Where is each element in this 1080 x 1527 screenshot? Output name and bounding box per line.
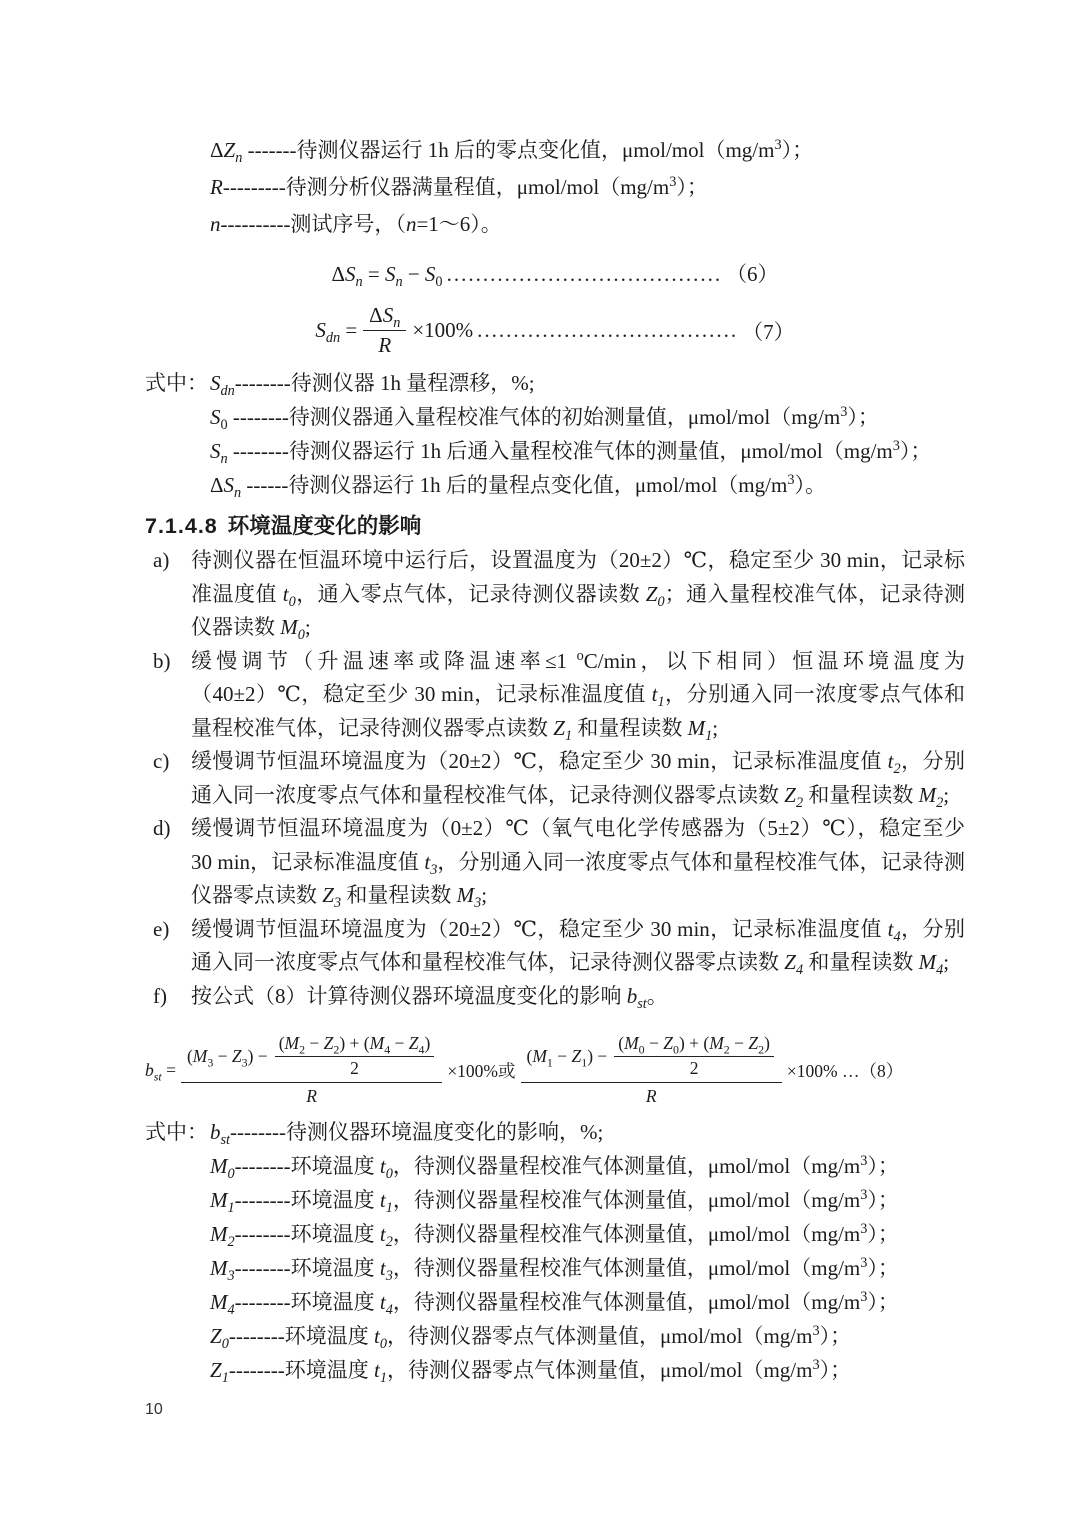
formula-7-lhs: $S_{dn}$ = <box>315 318 358 347</box>
formula-8-term1-numerator <box>181 1033 442 1082</box>
list-item-b-label: b) <box>153 648 171 673</box>
page-number: 10 <box>145 1401 163 1418</box>
list-item-b <box>145 645 965 746</box>
where-block-temperature <box>145 1115 965 1387</box>
list-item-d <box>145 812 965 913</box>
list-item-f-text: 按公式（8）计算待测仪器环境温度变化的影响 $b_{st}$。 <box>191 983 668 1012</box>
formula-8-term1-inner-num: $(M_2 - Z_2) + (M_4 - Z_4)$ <box>278 1033 431 1057</box>
list-item-c-label: c) <box>153 749 170 773</box>
list-item-a-label: a) <box>153 548 170 572</box>
formula-8-term1-num-left: $(M_3 - Z_3)$ − <box>186 1045 268 1069</box>
list-item-c <box>145 745 965 812</box>
definition-r: R---------待测分析仪器满量程值，μmol/$mol(mg/m^3)$； <box>210 174 708 199</box>
list-item-d-text: 缓慢调节恒温环境温度为（0±2）℃（氧气电化学传感器为（5±2）℃），稳定至少 30 min，记录标准温度值 $t_3$，分别通入同一浓度零点气体和量程校准气体，记录待测仪器零点读数 $Z_3$ 和量程读数 $M_3$; <box>191 816 965 912</box>
formula-7-number: （7） <box>742 319 795 344</box>
formula-8-term2-inner-den: 2 <box>614 1056 774 1079</box>
list-item-d-label: d) <box>153 816 171 840</box>
definition-sn: $S_n$ --------待测仪器运行 1h 后通入量程校准气体的测量值，μmol/$mol(mg/m^3)$； <box>210 438 932 468</box>
list-item-b-text: 缓慢调节（升温速率或降温速率≤1 $^o$C/min，以下相同）恒温环境温度为（40±2）℃，稳定至少 30 min，记录标准温度值 $t_1$，分别通入同一浓度零点气体和量程校准气体，记录待测仪器零点读数 $Z_1$ 和量程读数 $M_1$; <box>191 647 966 744</box>
formula-7-dot-leader: .................................... <box>477 318 739 342</box>
section-heading <box>145 510 965 542</box>
list-item-a-text: 待测仪器在恒温环境中运行后，设置温度为（20±2）℃，稳定至少 30 min，记录标准温度值 $t_0$，通入零点气体，记录待测仪器读数 $Z_0$；通入量程校准气体，记录待测仪器读数 $M_0$; <box>191 548 966 644</box>
formula-7-fraction <box>363 303 406 358</box>
formula-8-term1-denominator: R <box>181 1082 442 1107</box>
definition-n: n----------测试序号，（n=1～6）。 <box>210 212 502 236</box>
list-item-c-text: 缓慢调节恒温环境温度为（20±2）℃，稳定至少 30 min，记录标准温度值 $t_2$，分别通入同一浓度零点气体和量程校准气体，记录待测仪器零点读数 $Z_2$ 和量程读数 $M_2$; <box>191 749 966 811</box>
list-item-e <box>145 913 965 980</box>
list-item-f <box>145 980 965 1014</box>
formula-8-tail: ×100% …（8） <box>786 1060 904 1081</box>
formula-7 <box>145 303 965 358</box>
definition-delta-zn: $\Delta Z_n$ -------待测仪器运行 1h 后的零点变化值，μmol/$mol(mg/m^3)$； <box>210 137 814 167</box>
formula-8-lhs: $b_{st}$ = <box>145 1059 176 1083</box>
procedure-list <box>145 544 965 1013</box>
list-item-f-label: f) <box>153 983 167 1008</box>
formula-7-multiplier: ×100% <box>412 318 474 342</box>
formula-8-or-multiplier: ×100%或 <box>447 1060 516 1081</box>
section-number: 7.1.4.8 <box>145 514 218 538</box>
definition-m2: $M_2--------$环境温度 $t_2$，待测仪器量程校准气体测量值，μmol/$mol(mg/m^3)$； <box>210 1221 899 1251</box>
list-item-e-text: 缓慢调节恒温环境温度为（20±2）℃，稳定至少 30 min，记录标准温度值 $t_4$，分别通入同一浓度零点气体和量程校准气体，记录待测仪器零点读数 $Z_4$ 和量程读数 $M_4$; <box>191 916 966 979</box>
definition-m1: $M_1--------$环境温度 $t_1$，待测仪器量程校准气体测量值，μmol/$mol(mg/m^3)$； <box>210 1187 899 1217</box>
formula-8-term2-fraction <box>521 1033 782 1107</box>
definition-m4: $M_4--------$环境温度 $t_4$，待测仪器量程校准气体测量值，μmol/$mol(mg/m^3)$； <box>210 1289 899 1319</box>
definition-m3: $M_3--------$环境温度 $t_3$，待测仪器量程校准气体测量值，μmol/$mol(mg/m^3)$； <box>210 1255 899 1285</box>
formula-8-term2-denominator: R <box>521 1082 782 1107</box>
formula-6-equation: $\Delta S_n = S_n - S_0$ <box>331 262 443 291</box>
formula-8 <box>145 1033 965 1107</box>
formula-6-number: （6） <box>726 262 779 286</box>
definition-bst: $b_{st}--------$待测仪器环境温度变化的影响，%; <box>210 1120 604 1149</box>
where-label: 式中： <box>145 371 208 395</box>
where-block-span-drift <box>145 366 965 502</box>
definition-delta-sn: $\Delta S_n$ ------待测仪器运行 1h 后的量程点变化值，μmol/$mol(mg/m^3)$。 <box>210 472 826 502</box>
definition-z1: $Z_1--------$环境温度 $t_1$，待测仪器零点气体测量值，μmol/$mol(mg/m^3)$； <box>210 1357 852 1387</box>
formula-8-term1-inner-fraction <box>275 1033 435 1079</box>
formula-6-dot-leader: ...................................... <box>446 262 723 286</box>
where-items-2 <box>210 1115 965 1387</box>
symbol-definitions-top <box>145 132 965 243</box>
formula-6 <box>145 259 965 289</box>
where-label-2: 式中： <box>145 1120 208 1144</box>
formula-8-term1-fraction <box>181 1033 442 1107</box>
definition-s0: $S_0$ --------待测仪器通入量程校准气体的初始测量值，μmol/$mol(mg/m^3)$； <box>210 404 879 434</box>
definition-m0: $M_0--------$环境温度 $t_0$，待测仪器量程校准气体测量值，μmol/$mol(mg/m^3)$； <box>210 1153 899 1183</box>
formula-8-term2-inner-fraction <box>614 1033 774 1079</box>
list-item-a <box>145 544 965 645</box>
formula-7-numerator: $\Delta S_n$ <box>369 303 401 332</box>
definition-sdn: $S_{dn}--------$待测仪器 1h 量程漂移，%; <box>210 371 535 400</box>
where-items <box>210 366 965 502</box>
definition-z0: $Z_0--------$环境温度 $t_0$，待测仪器零点气体测量值，μmol/$mol(mg/m^3)$； <box>210 1323 852 1353</box>
formula-8-term2-inner-num: $(M_0 - Z_0) + (M_2 - Z_2)$ <box>618 1033 770 1057</box>
section-title: 环境温度变化的影响 <box>227 514 422 538</box>
formula-8-term1-inner-den: 2 <box>275 1056 435 1079</box>
list-item-e-label: e) <box>153 916 170 941</box>
formula-7-denominator: R <box>363 330 406 358</box>
formula-8-term2-numerator <box>521 1033 782 1082</box>
formula-8-term2-num-left: $(M_1 - Z_1)$ − <box>526 1045 608 1069</box>
